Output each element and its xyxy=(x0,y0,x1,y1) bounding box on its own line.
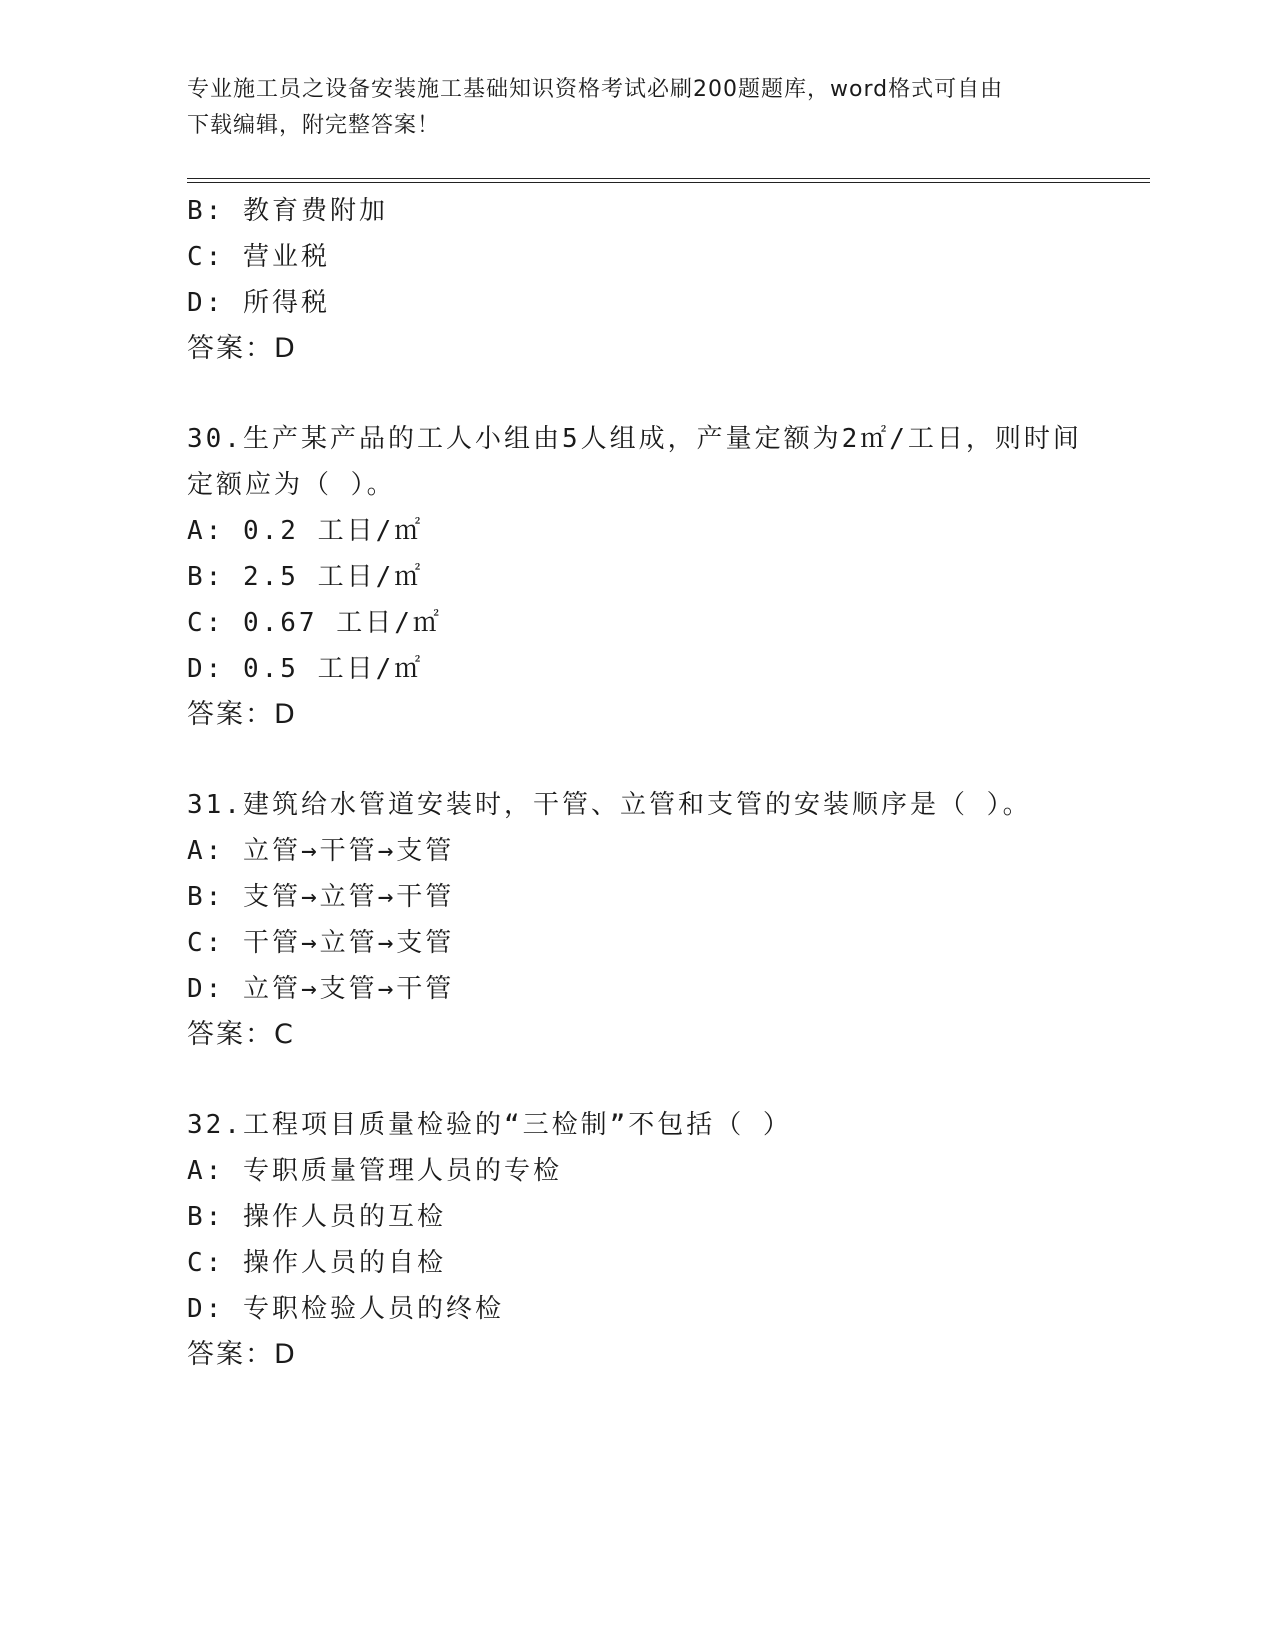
option-a: A: 0.2 工日/㎡ xyxy=(187,516,424,546)
question-32 xyxy=(187,1102,1087,1378)
question-stem-continued: 定额应为（ ）。 xyxy=(187,470,396,500)
option-b: B: 2.5 工日/㎡ xyxy=(187,562,424,592)
option-d: D: 专职检验人员的终检 xyxy=(187,1294,504,1324)
answer-line: 答案：D xyxy=(187,333,297,364)
spacer xyxy=(187,372,1087,416)
document-header xyxy=(187,72,1087,144)
question-stem: 30.生产某产品的工人小组由5人组成，产量定额为2㎡/工日，则时间 xyxy=(187,424,1082,454)
header-title-line-2: 下载编辑，附完整答案！ xyxy=(187,113,441,138)
option-b: B: 教育费附加 xyxy=(187,196,388,226)
option-b: B: 操作人员的互检 xyxy=(187,1202,446,1232)
option-c: C: 营业税 xyxy=(187,242,330,272)
answer-line: 答案：D xyxy=(187,699,297,730)
header-title-line-1: 专业施工员之设备安装施工基础知识资格考试必刷200题题库，word格式可自由 xyxy=(187,77,1004,102)
question-content xyxy=(187,188,1087,1378)
question-31 xyxy=(187,782,1087,1058)
option-c: C: 0.67 工日/㎡ xyxy=(187,608,442,638)
answer-line: 答案：C xyxy=(187,1019,295,1050)
option-d: D: 所得税 xyxy=(187,288,330,318)
question-stem: 31.建筑给水管道安装时，干管、立管和支管的安装顺序是（ ）。 xyxy=(187,790,1032,820)
option-d: D: 立管→支管→干管 xyxy=(187,974,455,1004)
option-c: C: 操作人员的自检 xyxy=(187,1248,446,1278)
spacer xyxy=(187,738,1087,782)
option-c: C: 干管→立管→支管 xyxy=(187,928,455,958)
spacer xyxy=(187,1058,1087,1102)
answer-line: 答案：D xyxy=(187,1339,297,1370)
option-d: D: 0.5 工日/㎡ xyxy=(187,654,424,684)
question-stem: 32.工程项目质量检验的“三检制”不包括（ ） xyxy=(187,1110,792,1140)
option-a: A: 专职质量管理人员的专检 xyxy=(187,1156,562,1186)
question-29-tail xyxy=(187,188,1087,372)
option-a: A: 立管→干管→支管 xyxy=(187,836,455,866)
header-divider xyxy=(187,178,1150,183)
option-b: B: 支管→立管→干管 xyxy=(187,882,455,912)
question-30 xyxy=(187,416,1087,738)
